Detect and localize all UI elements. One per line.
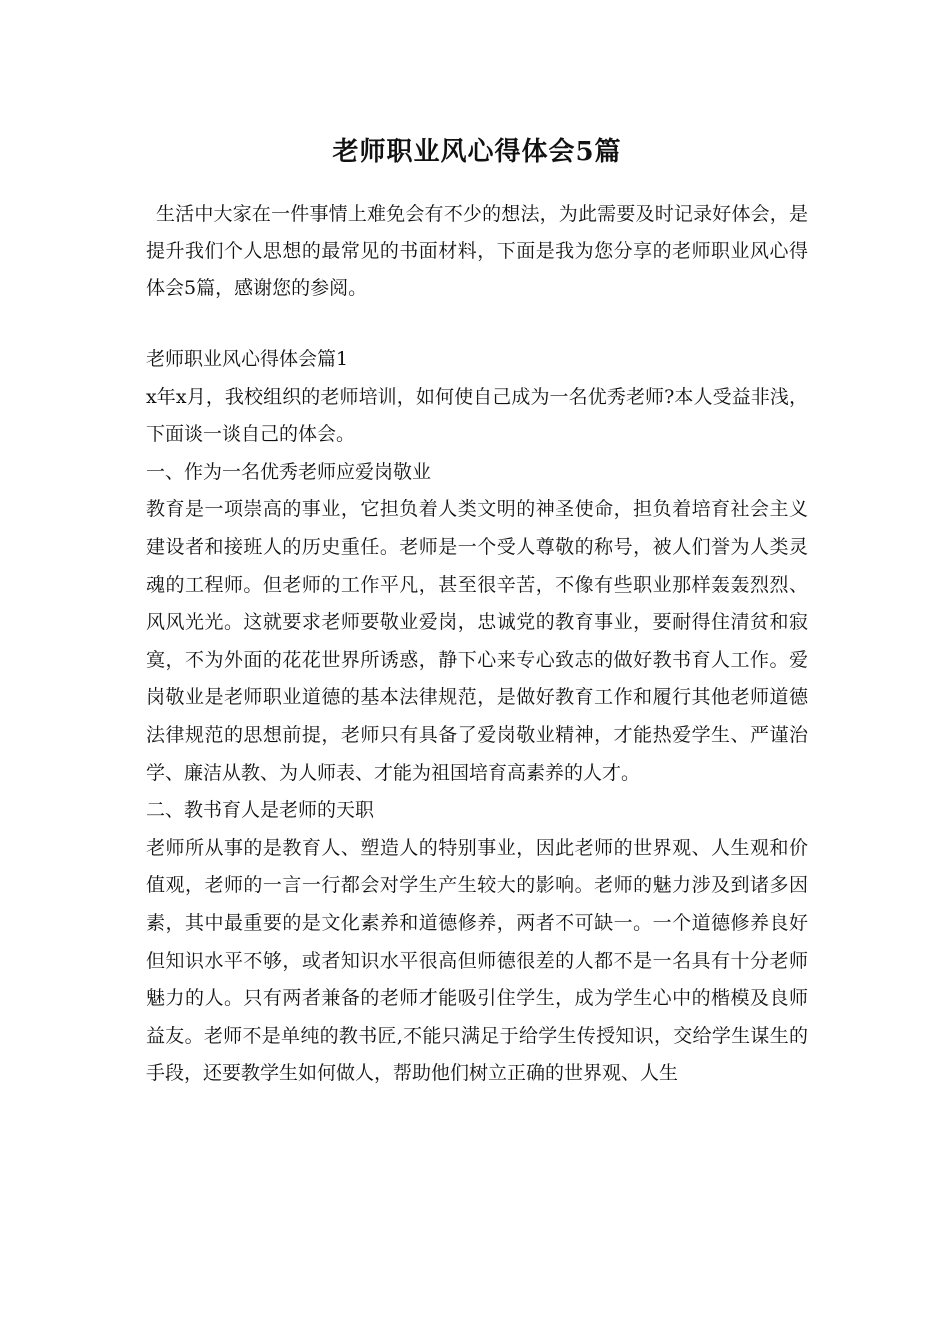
paragraph-opening: x年x月，我校组织的老师培训，如何使自己成为一名优秀老师?本人受益非浅，下面谈一谈自己的体会。 — [146, 385, 808, 446]
document-body — [146, 128, 808, 1093]
document-title: 老师职业风心得体会5篇 — [332, 137, 622, 167]
paragraph-teaching-duty: 老师所从事的是教育人、塑造人的特别事业，因此老师的世界观、人生观和价值观，老师的一言一行都会对学生产生较大的影响。老师的魅力涉及到诸多因素，其中最重要的是文化素养和道德修养，两者不可缺一。一个道德修养良好但知识水平不够，或者知识水平很高但师德很差的人都不是一名具有十分老师魅力的人。只有两者兼备的老师才能吸引住学生，成为学生心中的楷模及良师益友。老师不是单纯的教书匠,不能只满足于给学生传授知识，交给学生谋生的手段，还要教学生如何做人，帮助他们树立正确的世界观、人生 — [146, 836, 808, 1085]
heading-love-job: 一、作为一名优秀老师应爱岗敬业 — [146, 460, 432, 483]
intro-paragraph: 生活中大家在一件事情上难免会有不少的想法，为此需要及时记录好体会，是提升我们个人思想的最常见的书面材料，下面是我为您分享的老师职业风心得体会5篇，感谢您的参阅。 — [146, 203, 808, 299]
section-title: 老师职业风心得体会篇1 — [146, 348, 349, 370]
heading-teaching-duty: 二、教书育人是老师的天职 — [146, 799, 375, 822]
paragraph-love-job: 教育是一项崇高的事业，它担负着人类文明的神圣使命，担负着培育社会主义建设者和接班人的历史重任。老师是一个受人尊敬的称号，被人们誉为人类灵魂的工程师。但老师的工作平凡，甚至很辛苦，不像有些职业那样轰轰烈烈、风风光光。这就要求老师要敬业爱岗，忠诚党的教育事业，要耐得住清贫和寂寞，不为外面的花花世界所诱惑，静下心来专心致志的做好教书育人工作。爱岗敬业是老师职业道德的基本法律规范，是做好教育工作和履行其他老师道德法律规范的思想前提，老师只有具备了爱岗敬业精神，才能热爱学生、严谨治学、廉洁从教、为人师表、才能为祖国培育高素养的人才。 — [146, 498, 808, 784]
paragraph-gap — [146, 307, 808, 341]
